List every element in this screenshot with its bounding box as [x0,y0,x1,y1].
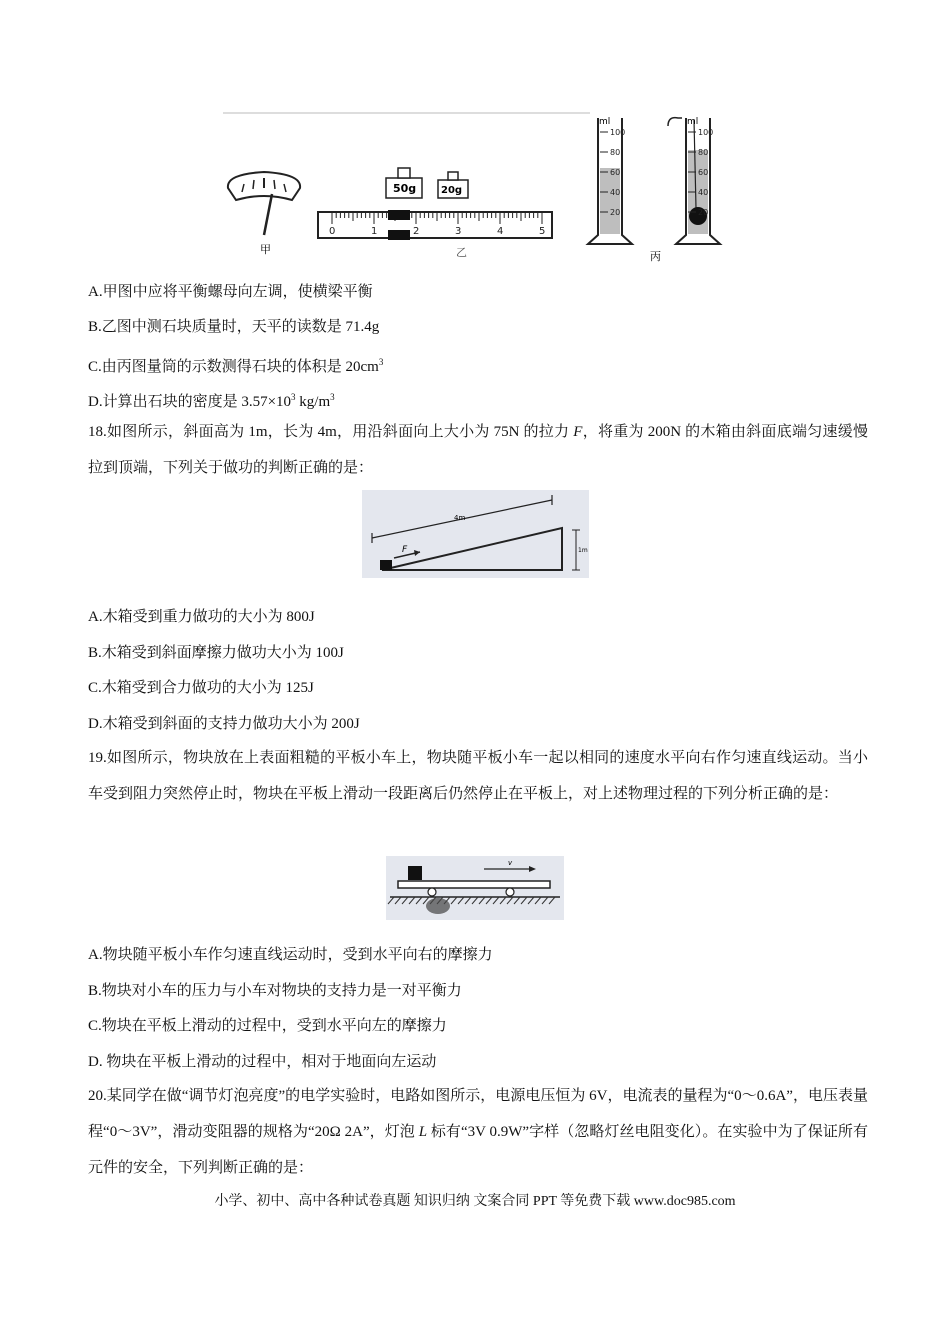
weights-and-beam-scale [318,168,552,259]
ruler-tick-label: 4 [497,226,504,237]
q20-stem-part1: 20.某同学在做“调节灯泡亮度”的电学实验时，电路如图所示，电源电压恒为 6V，电流表的量程为“0～0.6A”，电压表量程“0～3V”，滑动变阻器的规格为“20Ω 2A”，灯泡 [88,1088,868,1140]
cyl-unit-2: ml [687,117,699,127]
cylinder-tick-label: 60 [698,168,709,177]
cyl-unit-1: ml [599,117,611,127]
label-jia: 甲 [260,243,271,256]
incline-height-label: 1m [578,547,588,554]
q19-option-d: D. 物块在平板上滑动的过程中，相对于地面向左运动 [88,1054,437,1070]
incline-force-label: F [402,545,408,555]
q18-option-b: B.木箱受到斜面摩擦力做功大小为 100J [88,645,344,661]
q20-stem [88,1078,868,1186]
label-yi: 乙 [456,246,467,259]
q18-option-c: C.木箱受到合力做功的大小为 125J [88,680,314,696]
q18-stem-part1: 18.如图所示，斜面高为 1m，长为 4m，用沿斜面向上大小为 75N 的拉力 [88,424,574,440]
cylinder-tick-label: 20 [610,208,621,217]
cylinder-tick-label: 100 [610,128,626,137]
q17-option-d-text: D.计算出石块的密度是 3.57×10 [88,394,292,410]
q20-stem-l: L [418,1124,428,1140]
ruler-tick-label: 1 [371,226,378,237]
weight-50g: 50g [393,182,417,195]
page-footer: 小学、初中、高中各种试卷真题 知识归纳 文案合同 PPT 等免费下载 www.doc985.com [214,1194,736,1209]
cart-velocity-label: v [508,859,513,867]
q19-option-b: B.物块对小车的压力与小车对物块的支持力是一对平衡力 [88,983,462,999]
graduated-cylinders [588,117,720,263]
cylinder-tick-label: 20 [698,208,709,217]
cylinder-tick-label: 80 [698,148,709,157]
q17-option-c [88,352,383,377]
q17-option-c-text: C.由丙图量筒的示数测得石块的体积是 20cm [88,359,379,375]
incline-length-label: 4m [454,514,466,522]
q18-stem [88,414,868,486]
q19-option-c: C.物块在平板上滑动的过程中，受到水平向左的摩擦力 [88,1018,447,1034]
q17-option-d-sup2: 3 [330,392,335,402]
cylinder-tick-label: 40 [698,188,709,197]
figure-cart [386,856,564,920]
cylinder-tick-label: 100 [698,128,714,137]
q17-option-d-unit: kg/m [295,394,331,410]
q20-stem-part2: 标有“3V 0.9W”字样（忽略灯丝电阻变化）。在实验中为了保证所有元件的安全，下列判断正确的是： [88,1124,868,1176]
figure-incline [362,490,589,578]
q17-option-d [88,387,335,412]
q18-option-d: D.木箱受到斜面的支持力做功大小为 200J [88,716,360,732]
q17-option-a: A.甲图中应将平衡螺母向左调，使横梁平衡 [88,284,373,300]
q19-option-a: A.物块随平板小车作匀速直线运动时，受到水平向右的摩擦力 [88,947,493,963]
q17-option-b: B.乙图中测石块质量时，天平的读数是 71.4g [88,319,380,335]
q18-option-a: A.木箱受到重力做功的大小为 800J [88,609,315,625]
balance-pointer-scale [228,172,300,256]
q19-stem: 19.如图所示，物块放在上表面粗糙的平板小车上，物块随平板小车一起以相同的速度水平向右作匀速直线运动。当小车受到阻力突然停止时，物块在平板上滑动一段距离后仍然停止在平板上，对上述物理过程的下列分析正确的是： [88,750,868,802]
q17-option-c-sup: 3 [378,357,384,367]
ruler-tick-label: 0 [329,226,336,237]
label-bing: 丙 [650,250,661,263]
weight-20g: 20g [441,185,463,196]
q17-option-d-sup1: 3 [291,392,296,402]
cylinder-tick-label: 60 [610,168,621,177]
figure-balance-cylinders [220,110,730,270]
cylinder-tick-label: 40 [610,188,621,197]
q18-stem-f: F [573,424,583,440]
cylinder-tick-label: 80 [610,148,621,157]
ruler-tick-label: 3 [455,226,462,237]
ruler-tick-label: 5 [539,226,546,237]
q18-stem-part2: ，将重为 200N 的木箱由斜面底端匀速缓慢拉到顶端，下列关于做功的判断正确的是： [88,424,869,476]
ruler-tick-label: 2 [413,226,420,237]
